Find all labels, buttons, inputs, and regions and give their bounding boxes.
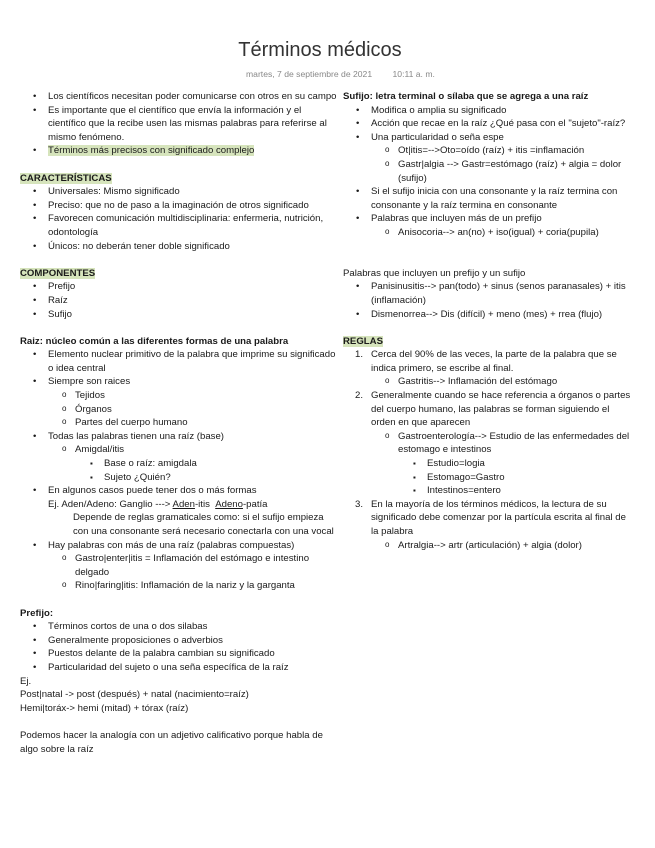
- list-item: • Particularidad del sujeto o una seña específica de la raíz: [20, 661, 338, 675]
- list-item: • Elemento nuclear primitivo de la palabra que imprime su significado o idea central: [20, 348, 338, 375]
- underlined-root: Aden: [172, 498, 195, 510]
- page-date: martes, 7 de septiembre de 2021: [246, 69, 373, 79]
- right-column: [343, 90, 635, 552]
- page-time: 10:11 a. m.: [392, 69, 435, 79]
- list-item: • Acción que recae en la raíz ¿Qué pasa con el "sujeto"-raíz?: [343, 117, 635, 131]
- raiz-heading: Raiz: núcleo común a las diferentes formas de una palabra: [20, 335, 289, 347]
- list-item: • Términos cortos de una o dos silabas: [20, 620, 338, 634]
- reglas-heading: REGLAS: [343, 335, 383, 347]
- sub-sub-list-item: ▪ Estomago=Gastro: [343, 471, 635, 485]
- caracteristicas-heading: CARACTERÍSTICAS: [20, 172, 112, 184]
- sub-list-item: o Anisocoria--> an(no) + iso(igual) + coria(pupila): [343, 226, 635, 240]
- sub-list-item: o Gastroenterología--> Estudio de las enfermedades del estomago e intestinos: [343, 430, 635, 457]
- list-item: • Panisinusitis--> pan(todo) + sinus (senos paranasales) + itis (inflamación): [343, 280, 635, 307]
- left-column: [20, 90, 338, 756]
- sub-sub-list-item: ▪ Sujeto ¿Quién?: [20, 471, 338, 485]
- componentes-heading: COMPONENTES: [20, 267, 96, 279]
- sub-list-item: o Gastr|algia --> Gastr=estómago (raíz) + algia = dolor (sufijo): [343, 158, 635, 185]
- sub-list-item: o Tejidos: [20, 389, 338, 403]
- example-note: Depende de reglas gramaticales como: si el sufijo empieza con una consonante será necesario conectarla con una vocal: [73, 512, 334, 537]
- list-item: [20, 144, 338, 158]
- sub-list-item: o Partes del cuerpo humano: [20, 416, 338, 430]
- sub-list-item: o Rino|faring|itis: Inflamación de la nariz y la garganta: [20, 579, 338, 593]
- list-item: • Prefijo: [20, 280, 338, 294]
- numbered-item: 1. Cerca del 90% de las veces, la parte de la palabra que se indica primero, se escribe al final.: [355, 349, 617, 374]
- intro-list: [20, 90, 338, 158]
- list-item: • Modifica o amplia su significado: [343, 104, 635, 118]
- sub-sub-list-item: ▪ Estudio=logia: [343, 457, 635, 471]
- sub-list-item: o Artralgia--> artr (articulación) + algia (dolor): [343, 539, 635, 553]
- example-label: Ej.: [20, 675, 32, 687]
- list-item: • Siempre son raices: [20, 375, 338, 389]
- highlighted-text: Términos más precisos con significado complejo: [48, 145, 255, 157]
- list-item: • Únicos: no deberán tener doble significado: [20, 240, 338, 254]
- list-item: • Puestos delante de la palabra cambian su significado: [20, 647, 338, 661]
- list-item: • Universales: Mismo significado: [20, 185, 338, 199]
- sub-sub-list-item: ▪ Intestinos=entero: [343, 484, 635, 498]
- closing-paragraph: Podemos hacer la analogía con un adjetivo calificativo porque habla de algo sobre la raíz: [20, 729, 323, 755]
- example-line: Ej. Aden/Adeno: Ganglio ---> Aden-itis Adeno-patía: [48, 498, 268, 510]
- sub-list-item: o Órganos: [20, 403, 338, 417]
- list-item: • En algunos casos puede tener dos o más formas: [20, 484, 338, 498]
- list-item: • Generalmente proposiciones o adverbios: [20, 634, 338, 648]
- prefijo-heading: Prefijo:: [20, 607, 54, 619]
- sufijo-heading: Sufijo: letra terminal o sílaba que se agrega a una raíz: [343, 91, 589, 102]
- list-item: • Todas las palabras tienen una raíz (base): [20, 430, 338, 444]
- list-item: • Favorecen comunicación multidisciplinaria: enfermeria, nutrición, odontología: [20, 212, 338, 239]
- list-item: • Raíz: [20, 294, 338, 308]
- numbered-item: 3. En la mayoría de los términos médicos, la lectura de su significado debe comenzar por la partícula escrita al final de la palabra: [355, 498, 626, 537]
- list-item: • Una particularidad o seña espe: [343, 131, 635, 145]
- numbered-item: 2. Generalmente cuando se hace referencia a órganos o partes del cuerpo humano, las palabras se forman siguiendo el orden en que aparecen: [355, 390, 631, 429]
- sub-list-item: o Ot|itis=-->Oto=oído (raíz) + itis =inflamación: [343, 144, 635, 158]
- list-item: • Palabras que incluyen más de un prefijo: [343, 212, 635, 226]
- sub-list-item: o Amigdal/itis: [20, 443, 338, 457]
- page-meta: [246, 68, 435, 82]
- underlined-root: Adeno: [215, 498, 243, 510]
- page-title: Términos médicos: [238, 39, 402, 61]
- example-line: Post|natal -> post (después) + natal (nacimiento=raíz): [20, 689, 249, 701]
- sub-list-item: o Gastro|enter|itis = Inflamación del estómago e intestino delgado: [20, 552, 338, 579]
- sub-sub-list-item: ▪ Base o raíz: amigdala: [20, 457, 338, 471]
- example-line: Hemi|toráx-> hemi (mitad) + tórax (raíz): [20, 702, 189, 714]
- list-item: • Es importante que el científico que envía la información y el científico que la recibe usen las mismas palabras para referirse al mismo fenómeno.: [20, 104, 338, 145]
- list-item: • Dismenorrea--> Dis (difícil) + meno (mes) + rrea (flujo): [343, 308, 635, 322]
- list-item: • Hay palabras con más de una raíz (palabras compuestas): [20, 539, 338, 553]
- list-item: • Si el sufijo inicia con una consonante y la raíz termina con consonante y la raíz termina en consonante: [343, 185, 635, 212]
- list-item: • Sufijo: [20, 308, 338, 322]
- list-item: • Preciso: que no de paso a la imaginación de otros significado: [20, 199, 338, 213]
- sub-list-item: o Gastritis--> Inflamación del estómago: [343, 375, 635, 389]
- list-item: • Los científicos necesitan poder comunicarse con otros en su campo: [20, 90, 338, 104]
- prefsuf-heading: Palabras que incluyen un prefijo y un sufijo: [343, 267, 526, 279]
